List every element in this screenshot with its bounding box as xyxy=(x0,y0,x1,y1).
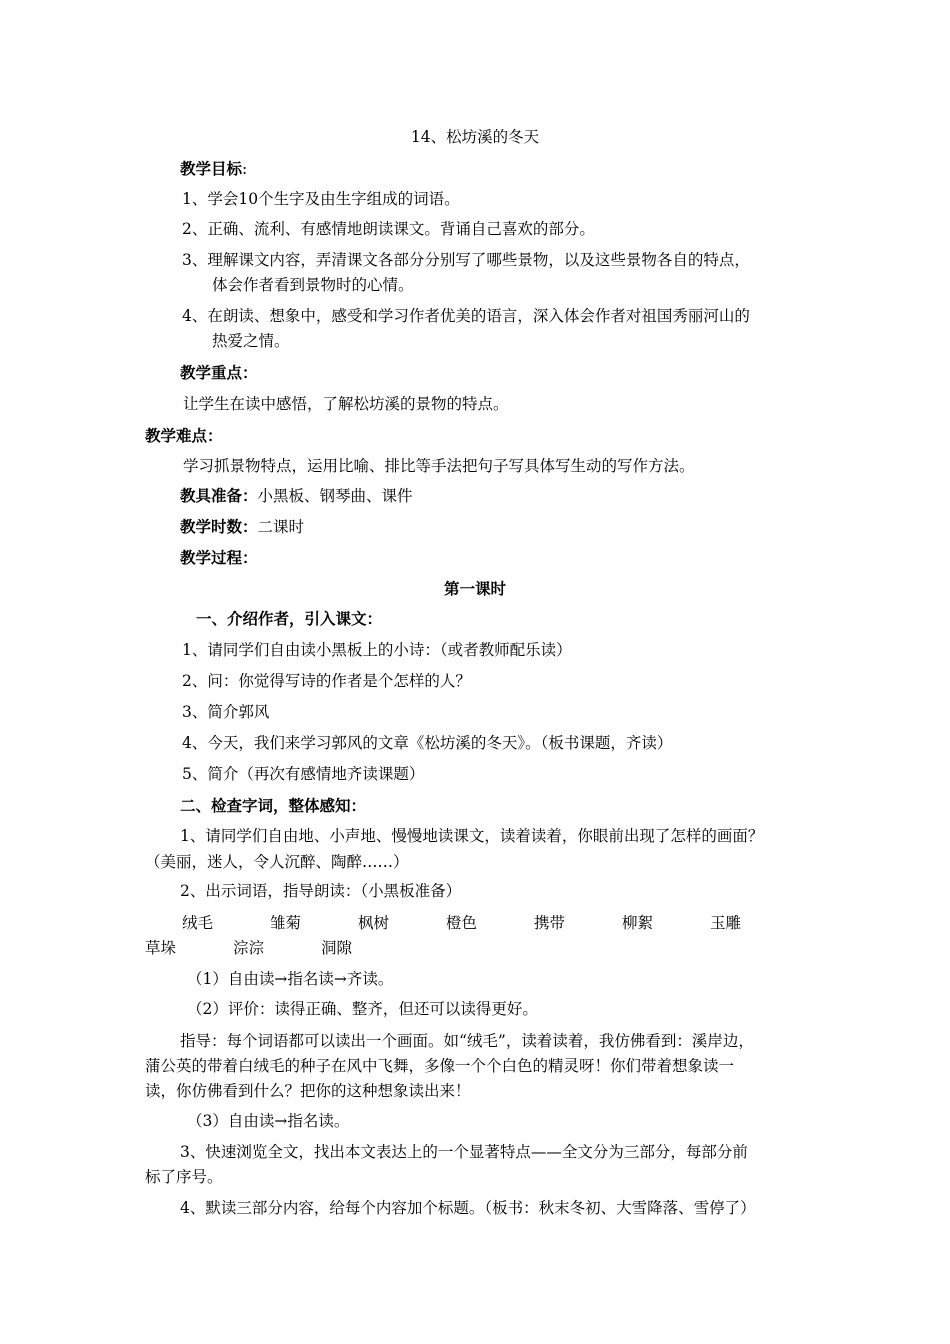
key-points-text: 让学生在读中感悟，了解松坊溪的景物的特点。 xyxy=(183,395,509,413)
tools-value: 小黑板、钢琴曲、课件 xyxy=(257,487,413,505)
objectives-heading xyxy=(180,159,247,179)
part2-paragraph: 1、请同学们自由地、小声地、慢慢地读课文，读着读着，你眼前出现了怎样的画面？ xyxy=(180,827,764,845)
guide-paragraph: 指导：每个词语都可以读出一个画面。如“绒毛”，读着读着，我仿佛看到：溪岸边， xyxy=(180,1032,754,1050)
vocab-word: 淙淙 xyxy=(233,939,265,957)
process-heading: 教学过程： xyxy=(180,548,258,567)
objective-item: 1、学会10个生字及由生字组成的词语。 xyxy=(182,190,460,208)
vocab-word: 洞隙 xyxy=(321,939,353,957)
part2-paragraph-continued: 标了序号。 xyxy=(145,1168,223,1186)
hours-line xyxy=(180,517,304,537)
part2-paragraph: 2、出示词语，指导朗读：（小黑板准备） xyxy=(180,882,462,900)
guide-paragraph-continued: 蒲公英的带着白绒毛的种子在风中飞舞，多像一个个白色的精灵呀！你们带着想象读一 xyxy=(145,1057,735,1075)
objectives-heading-colon: : xyxy=(242,160,248,178)
part1-item: 4、今天，我们来学习郭风的文章《松坊溪的冬天》。（板书课题，齐读） xyxy=(182,734,673,752)
part2-heading: 二、检查字词，整体感知： xyxy=(180,796,367,815)
part1-heading: 一、介绍作者，引入课文： xyxy=(196,609,383,628)
tools-label: 教具准备： xyxy=(180,486,258,505)
hours-value: 二课时 xyxy=(257,518,305,536)
part2-step: （3）自由读→指名读。 xyxy=(187,1112,350,1130)
key-points-heading: 教学重点： xyxy=(180,363,258,382)
document-title: 14、松坊溪的冬天 xyxy=(410,128,540,146)
part1-item: 1、请同学们自由读小黑板上的小诗：（或者教师配乐读） xyxy=(182,641,572,659)
vocab-word: 携带 xyxy=(534,914,566,932)
part1-item: 3、简介郭风 xyxy=(182,703,270,721)
objective-item: 4、在朗读、想象中，感受和学习作者优美的语言，深入体会作者对祖国秀丽河山的 xyxy=(182,307,750,325)
part2-step: （2）评价：读得正确、整齐，但还可以读得更好。 xyxy=(187,1000,538,1018)
vocab-word: 柳絮 xyxy=(622,914,654,932)
vocab-word: 橙色 xyxy=(446,914,478,932)
vocab-word: 雏菊 xyxy=(270,914,302,932)
lesson-heading: 第一课时 xyxy=(443,579,506,598)
vocab-word: 绒毛 xyxy=(182,914,214,932)
difficulties-text: 学习抓景物特点，运用比喻、排比等手法把句子写具体写生动的写作方法。 xyxy=(183,457,695,475)
hours-label: 教学时数： xyxy=(180,517,258,536)
tools-line xyxy=(180,486,413,506)
objective-item-continued: 体会作者看到景物时的心情。 xyxy=(212,276,414,294)
part2-step: （1）自由读→指名读→齐读。 xyxy=(187,970,394,988)
vocab-word: 草垛 xyxy=(145,939,177,957)
objectives-heading-text: 教学目标 xyxy=(180,159,243,178)
vocab-word: 枫树 xyxy=(358,914,390,932)
objective-item: 3、理解课文内容，弄清课文各部分分别写了哪些景物，以及这些景物各自的特点， xyxy=(182,251,750,269)
part2-paragraph: 3、快速浏览全文，找出本文表达上的一个显著特点——全文分为三部分，每部分前 xyxy=(180,1143,748,1161)
objective-item-continued: 热爱之情。 xyxy=(212,332,290,350)
part2-paragraph: 4、默读三部分内容，给每个内容加个标题。（板书：秋末冬初、大雪降落、雪停了） xyxy=(180,1199,756,1217)
objective-item: 2、正确、流利、有感情地朗读课文。背诵自己喜欢的部分。 xyxy=(182,220,595,238)
vocab-word: 玉雕 xyxy=(710,914,742,932)
part1-item: 5、简介（再次有感情地齐读课题） xyxy=(182,765,425,783)
part2-paragraph-continued: （美丽，迷人，令人沉醉、陶醉……） xyxy=(145,853,409,871)
guide-paragraph-continued: 读，你仿佛看到什么？把你的这种想象读出来！ xyxy=(145,1082,471,1100)
part1-item: 2、问：你觉得写诗的作者是个怎样的人？ xyxy=(182,672,471,690)
difficulties-heading: 教学难点： xyxy=(145,426,223,445)
